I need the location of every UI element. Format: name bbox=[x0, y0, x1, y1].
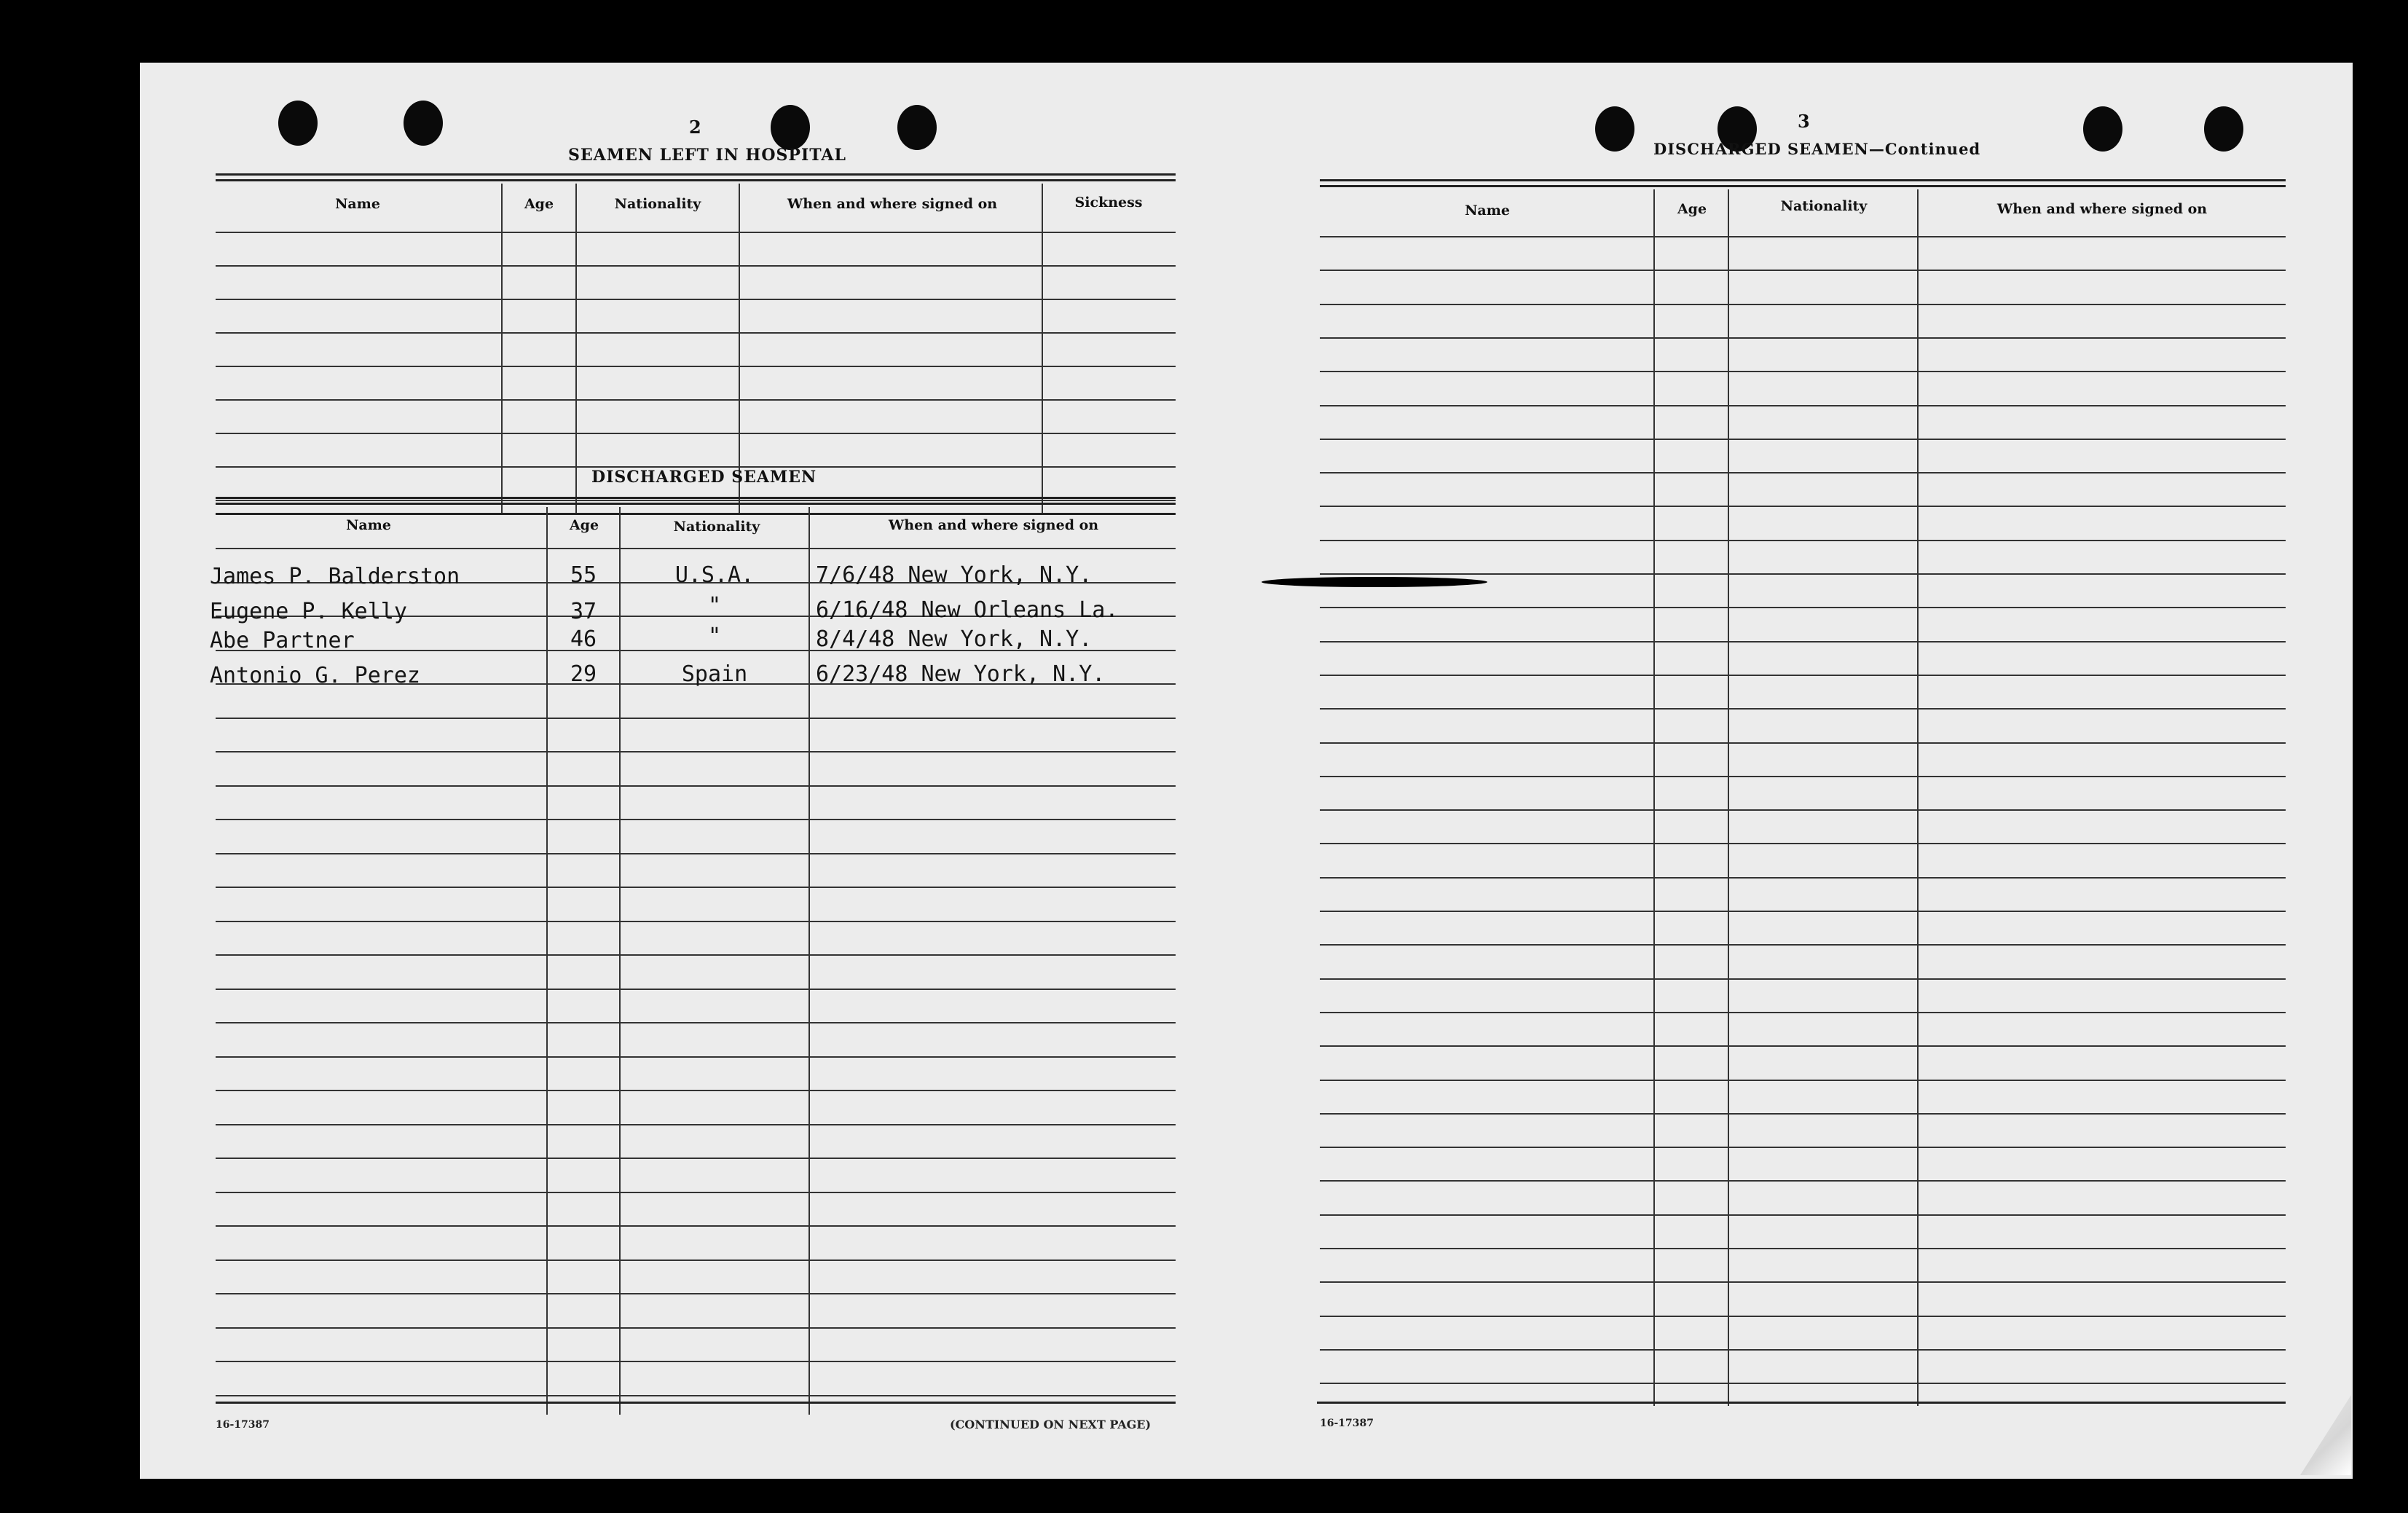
ruled-line bbox=[216, 1361, 1176, 1362]
punch-hole bbox=[897, 105, 937, 150]
ruled-line bbox=[1320, 439, 2286, 440]
hospital-col-divider bbox=[739, 184, 740, 514]
ruled-line bbox=[216, 751, 1176, 752]
right-col-name: Name bbox=[1465, 203, 1510, 219]
ruled-line bbox=[1320, 371, 2286, 372]
hospital-row-line bbox=[216, 500, 1176, 501]
right-col-signed-on: When and where signed on bbox=[1996, 201, 2208, 217]
ruled-line bbox=[216, 785, 1176, 787]
hospital-bottom-rule bbox=[216, 513, 1176, 515]
discharged-top-rule bbox=[216, 503, 1176, 505]
ruled-line bbox=[1320, 337, 2286, 339]
ruled-line bbox=[1320, 1012, 2286, 1013]
discharged-bottom-rule bbox=[216, 1402, 1176, 1404]
hospital-row-line bbox=[216, 433, 1176, 434]
ruled-line bbox=[216, 1192, 1176, 1193]
ruled-line bbox=[1320, 607, 2286, 608]
ruled-line bbox=[216, 1056, 1176, 1058]
record-sheet bbox=[140, 63, 2353, 1479]
punch-hole bbox=[1595, 106, 1634, 152]
ruled-line bbox=[216, 1293, 1176, 1294]
ruled-line bbox=[1320, 1383, 2286, 1384]
ruled-line bbox=[216, 548, 1176, 549]
seaman-name: Eugene P. Kelly bbox=[210, 599, 407, 624]
hospital-section-title: SEAMEN LEFT IN HOSPITAL bbox=[568, 146, 846, 165]
right-bottom-rule bbox=[1317, 1402, 2286, 1404]
ruled-line bbox=[216, 1225, 1176, 1227]
right-col-age: Age bbox=[1677, 201, 1707, 217]
ruled-line bbox=[1320, 304, 2286, 305]
ruled-line bbox=[216, 1090, 1176, 1091]
discharged-col-name: Name bbox=[346, 517, 391, 533]
ruled-line bbox=[1320, 708, 2286, 710]
hospital-top-rule bbox=[216, 179, 1176, 181]
ruled-line bbox=[1320, 944, 2286, 946]
ruled-line bbox=[1320, 1147, 2286, 1148]
page-number-right: 3 bbox=[1798, 111, 1810, 132]
discharged-top-rule bbox=[216, 497, 1176, 499]
ruled-line bbox=[1320, 506, 2286, 507]
seaman-age: 46 bbox=[570, 626, 597, 652]
hospital-col-signed-on: When and where signed on bbox=[787, 196, 998, 212]
ruled-line bbox=[216, 853, 1176, 854]
ruled-line bbox=[1320, 1316, 2286, 1317]
hospital-col-name: Name bbox=[335, 196, 380, 212]
ruled-line bbox=[1320, 1113, 2286, 1115]
ruled-line bbox=[216, 1395, 1176, 1396]
page-number-left: 2 bbox=[689, 117, 701, 138]
seaman-signed-on: 7/6/48 New York, N.Y. bbox=[816, 562, 1093, 588]
ruled-line bbox=[1320, 742, 2286, 744]
fold-mark bbox=[1262, 577, 1487, 587]
ruled-line bbox=[1320, 270, 2286, 271]
hospital-row-line bbox=[216, 366, 1176, 367]
ruled-line bbox=[216, 887, 1176, 888]
seaman-signed-on: 6/23/48 New York, N.Y. bbox=[816, 661, 1106, 687]
ruled-line bbox=[1320, 405, 2286, 406]
seaman-signed-on: 6/16/48 New Orleans La. bbox=[816, 597, 1119, 623]
ruled-line bbox=[1320, 1248, 2286, 1249]
hospital-col-nationality: Nationality bbox=[614, 196, 701, 212]
seaman-name: James P. Balderston bbox=[210, 564, 460, 589]
ruled-line bbox=[1320, 911, 2286, 912]
right-top-rule bbox=[1320, 185, 2286, 187]
seaman-name: Antonio G. Perez bbox=[210, 663, 420, 688]
ruled-line bbox=[1320, 573, 2286, 575]
ruled-line bbox=[1320, 843, 2286, 844]
ruled-line bbox=[1320, 1349, 2286, 1351]
seaman-age: 37 bbox=[570, 599, 597, 624]
ruled-line bbox=[216, 1158, 1176, 1159]
continued-section-title: DISCHARGED SEAMEN—Continued bbox=[1653, 140, 1981, 158]
ruled-line bbox=[1320, 877, 2286, 879]
discharged-col-signed-on: When and where signed on bbox=[888, 517, 1099, 533]
hospital-row-line bbox=[216, 299, 1176, 300]
seaman-nationality: " bbox=[707, 593, 722, 618]
ruled-line bbox=[216, 718, 1176, 719]
hospital-top-rule bbox=[216, 173, 1176, 176]
discharged-col-divider bbox=[808, 507, 810, 1415]
ruled-line bbox=[1320, 776, 2286, 777]
hospital-row-line bbox=[216, 332, 1176, 334]
ruled-line bbox=[1320, 641, 2286, 642]
discharged-col-age: Age bbox=[569, 517, 599, 533]
punch-hole bbox=[2204, 106, 2243, 152]
seaman-age: 29 bbox=[570, 661, 597, 687]
hospital-col-sickness: Sickness bbox=[1074, 194, 1143, 211]
ruled-line bbox=[1320, 675, 2286, 676]
seaman-signed-on: 8/4/48 New York, N.Y. bbox=[816, 626, 1093, 652]
hospital-col-divider bbox=[575, 184, 577, 514]
ruled-line bbox=[1320, 540, 2286, 541]
punch-hole bbox=[771, 105, 810, 150]
punch-hole bbox=[404, 101, 443, 146]
hospital-col-age: Age bbox=[524, 196, 554, 212]
ruled-line bbox=[1320, 472, 2286, 473]
hospital-row-line bbox=[216, 399, 1176, 401]
seaman-nationality: Spain bbox=[681, 661, 748, 687]
ruled-line bbox=[1320, 1180, 2286, 1182]
ruled-line bbox=[1320, 236, 2286, 237]
ruled-line bbox=[1320, 1281, 2286, 1283]
ruled-line bbox=[1320, 1214, 2286, 1216]
ruled-line bbox=[1320, 809, 2286, 811]
hospital-row-line bbox=[216, 232, 1176, 233]
ruled-line bbox=[216, 989, 1176, 990]
ruled-line bbox=[1320, 1045, 2286, 1047]
ruled-line bbox=[216, 1022, 1176, 1023]
right-col-nationality: Nationality bbox=[1780, 198, 1868, 214]
ruled-line bbox=[1320, 1080, 2286, 1081]
seaman-name: Abe Partner bbox=[210, 628, 355, 653]
ruled-line bbox=[216, 921, 1176, 922]
continued-note: (CONTINUED ON NEXT PAGE) bbox=[950, 1418, 1152, 1431]
ruled-line bbox=[216, 1259, 1176, 1261]
hospital-col-divider bbox=[501, 184, 503, 514]
seaman-age: 55 bbox=[570, 562, 597, 588]
ruled-line bbox=[216, 1327, 1176, 1329]
seaman-nationality: " bbox=[707, 624, 722, 649]
hospital-row-line bbox=[216, 265, 1176, 267]
form-number-right: 16-17387 bbox=[1320, 1418, 1374, 1429]
seaman-nationality: U.S.A. bbox=[674, 562, 755, 588]
discharged-col-nationality: Nationality bbox=[673, 519, 760, 535]
right-top-rule bbox=[1320, 179, 2286, 181]
ruled-line bbox=[216, 819, 1176, 820]
punch-hole bbox=[278, 101, 318, 146]
ruled-line bbox=[216, 954, 1176, 956]
hospital-col-divider bbox=[1042, 184, 1043, 514]
form-number-left: 16-17387 bbox=[216, 1419, 269, 1431]
ruled-line bbox=[216, 1124, 1176, 1125]
punch-hole bbox=[2083, 106, 2122, 152]
ruled-line bbox=[1320, 978, 2286, 980]
discharged-section-title: DISCHARGED SEAMEN bbox=[591, 468, 817, 487]
